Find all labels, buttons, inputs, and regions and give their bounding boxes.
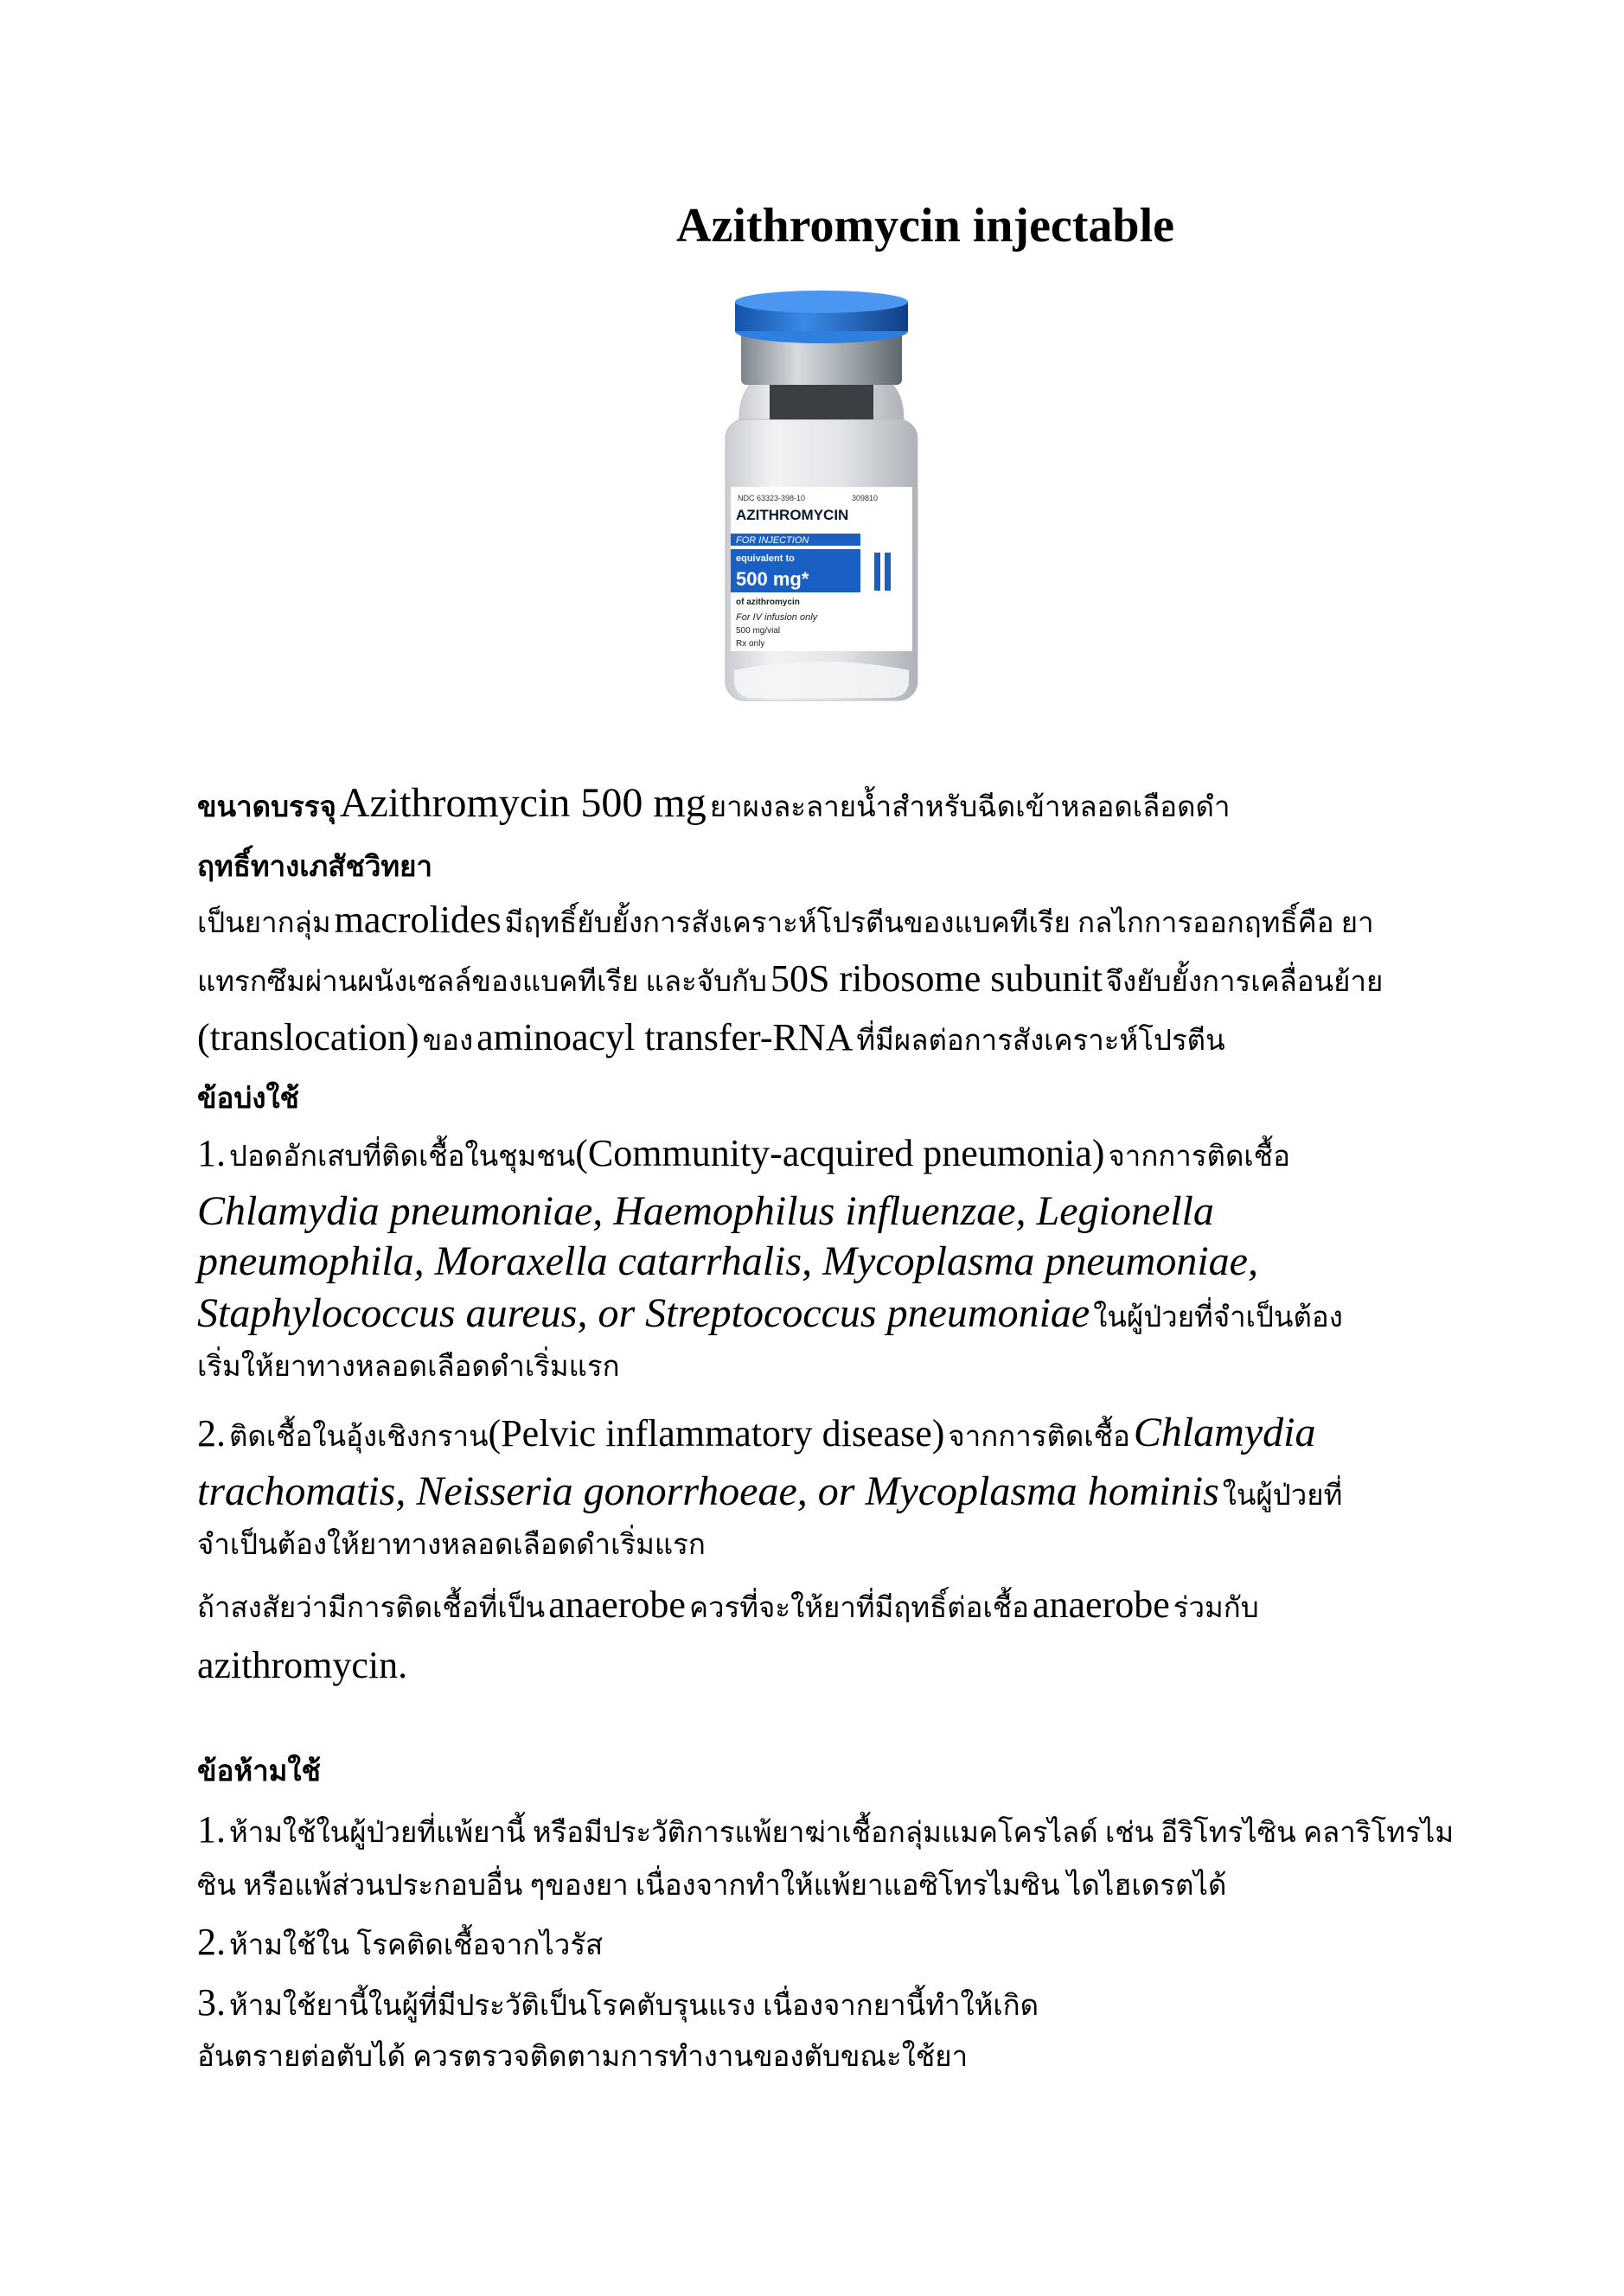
text-run: ห้ามใช้ในผู้ป่วยที่แพ้ยานี้ หรือมีประวัติการแพ้ยาฆ่าเชื้อกลุ่มแมคโครไลด์ เช่น อีริโทรไซิน คลาริโทรไม [229, 1818, 1455, 1849]
text-run: จึงยับยั้งการเคลื่อนย้าย [1105, 967, 1384, 998]
contraindication-1-line-1 [197, 1807, 1454, 1853]
indication-note-line-1 [197, 1583, 1259, 1628]
vial-image [722, 290, 921, 712]
text-run: เป็นยากลุ่ม [197, 908, 331, 939]
text-run: ในผู้ป่วยที่จำเป็นต้อง [1093, 1302, 1343, 1333]
indication-1-organisms-2: pneumophila, Moraxella catarrhalis, Mycoplasma pneumoniae, [197, 1238, 1258, 1284]
text-run: ควรที่จะให้ยาที่มีฤทธิ์ต่อเชื้อ [688, 1593, 1029, 1624]
term-cap: (Community-acquired pneumonia) [575, 1132, 1105, 1174]
package-name: Azithromycin 500 mg [339, 780, 707, 826]
contraindication-3-line-2: อันตรายต่อตับได้ ควรตรวจติดตามการทำงานของตับขณะใช้ยา [197, 2042, 969, 2073]
list-number: 2. [197, 1412, 226, 1455]
text-run: ร่วมกับ [1173, 1593, 1259, 1624]
indication-2-line-2 [197, 1467, 1342, 1517]
organisms: trachomatis, Neisseria gonorrhoeae, or Mycoplasma hominis [197, 1468, 1219, 1514]
vial-rx: Rx only [736, 639, 765, 649]
contraindications-heading: ข้อห้ามใช้ [197, 1756, 321, 1788]
term-anaerobe: anaerobe [548, 1583, 686, 1626]
vial-dose: 500 mg* [736, 568, 809, 590]
text-run: ปอดอักเสบที่ติดเชื้อในชุมชน [229, 1142, 576, 1173]
term-trna: aminoacyl transfer-RNA [476, 1016, 854, 1058]
package-line [197, 778, 1231, 828]
list-number: 1. [197, 1132, 226, 1174]
organisms: Staphylococcus aureus, or Streptococcus pneumoniae [197, 1290, 1090, 1336]
vial-route: For IV infusion only [736, 612, 818, 623]
list-number: 2. [197, 1921, 226, 1963]
vial-ndc: NDC 63323-398-10 [738, 494, 806, 502]
text-run: ของ [422, 1026, 474, 1057]
indication-1-organisms-1: Chlamydia pneumoniae, Haemophilus influenzae, Legionella [197, 1188, 1214, 1234]
indication-1-line-5: เริ่มให้ยาทางหลอดเลือดดำเริ่มแรก [197, 1352, 620, 1383]
indication-2-line-3: จำเป็นต้องให้ยาทางหลอดเลือดดำเริ่มแรก [197, 1530, 706, 1561]
text-run: ในผู้ป่วยที่ [1222, 1481, 1343, 1512]
contraindication-3-line-1 [197, 1980, 1039, 2026]
contraindication-2 [197, 1920, 603, 1966]
term-macrolides: macrolides [334, 899, 502, 941]
page-title: Azithromycin injectable [676, 199, 1174, 253]
pharmacology-heading: ฤทธิ์ทางเภสัชวิทยา [197, 852, 432, 883]
vial-per-vial: 500 mg/vial [736, 626, 781, 636]
indication-1-line-4 [197, 1289, 1343, 1339]
package-desc: ยาผงละลายน้ำสำหรับฉีดเข้าหลอดเลือดดำ [709, 792, 1231, 823]
text-run: ห้ามใช้ใน โรคติดเชื้อจากไวรัส [229, 1930, 604, 1961]
organisms: Chlamydia [1133, 1410, 1316, 1455]
vial-form: FOR INJECTION [736, 535, 809, 546]
indications-heading: ข้อบ่งใช้ [197, 1084, 299, 1115]
list-number: 3. [197, 1981, 226, 2024]
package-label: ขนาดบรรจุ [197, 792, 336, 823]
indication-2-line-1 [197, 1408, 1315, 1458]
text-run: มีฤทธิ์ยับยั้งการสังเคราะห์โปรตีนของแบคทีเรีย กลไกการออกฤทธิ์คือ ยา [504, 908, 1374, 939]
text-run: แทรกซึมผ่านผนังเซลล์ของแบคทีเรีย และจับกับ [197, 967, 767, 998]
text-run: จากการติดเชื้อ [1108, 1142, 1290, 1173]
text-run: ถ้าสงสัยว่ามีการติดเชื้อที่เป็น [197, 1593, 546, 1624]
term-translocation: (translocation) [197, 1016, 419, 1058]
text-run: จากการติดเชื้อ [948, 1422, 1130, 1453]
indication-1-line-1 [197, 1131, 1290, 1177]
list-number: 1. [197, 1808, 226, 1851]
indication-note-line-2: azithromycin. [197, 1644, 408, 1686]
vial-of: of azithromycin [736, 598, 800, 607]
term-ribosome: 50S ribosome subunit [770, 957, 1103, 1000]
vial-equivalent: equivalent to [736, 553, 795, 564]
pharmacology-line-1 [197, 898, 1374, 943]
text-run: ที่มีผลต่อการสังเคราะห์โปรตีน [856, 1026, 1225, 1057]
text-run: ห้ามใช้ยานี้ในผู้ที่มีประวัติเป็นโรคตับรุนแรง เนื่องจากยานี้ทำให้เกิด [229, 1991, 1039, 2022]
text-run: ติดเชื้อในอุ้งเชิงกราน [229, 1422, 489, 1453]
contraindication-1-line-2: ซิน หรือแพ้ส่วนประกอบอื่น ๆของยา เนื่องจากทำให้แพ้ยาแอซิโทรไมซิน ไดไฮเดรตได้ [197, 1871, 1227, 1902]
vial-code: 309810 [852, 494, 879, 502]
vial-drug-name: AZITHROMYCIN [736, 507, 849, 523]
term-pid: (Pelvic inflammatory disease) [488, 1412, 945, 1455]
pharmacology-line-2 [197, 956, 1383, 1002]
pharmacology-line-3 [197, 1015, 1225, 1061]
term-anaerobe: anaerobe [1032, 1583, 1170, 1626]
